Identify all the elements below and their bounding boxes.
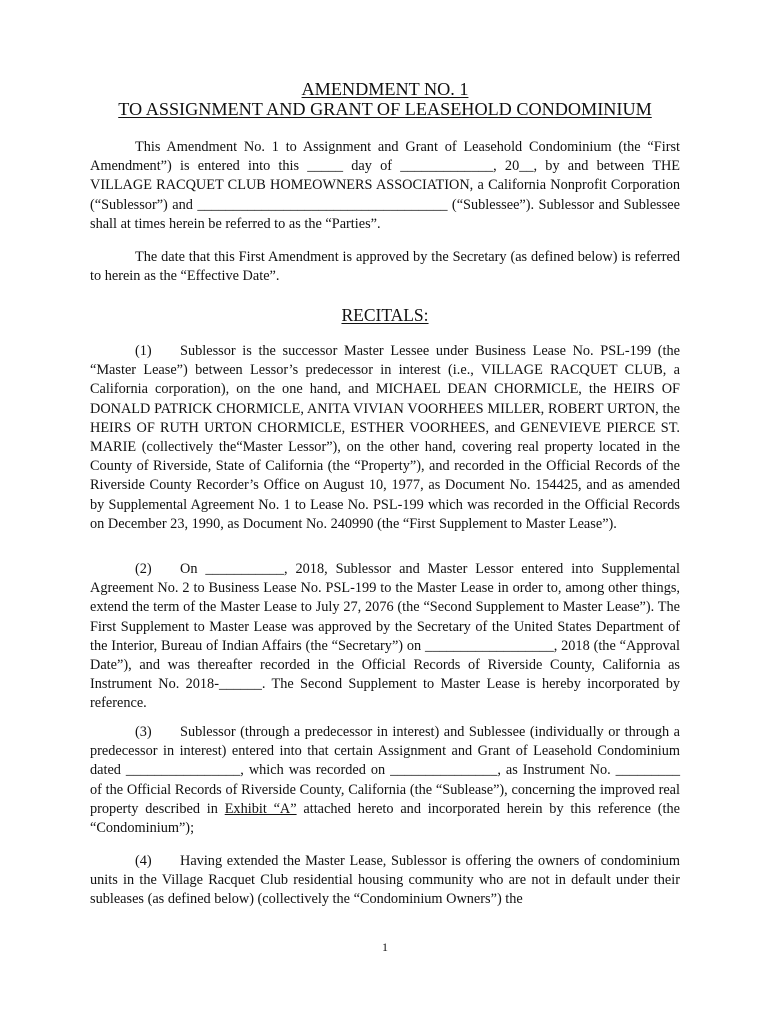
- recital-2-text-4: . The Second Supplement to Master Lease is hereby incorporated by reference.: [90, 676, 680, 712]
- document-title-line1: AMENDMENT NO. 1: [301, 79, 469, 99]
- month-blank: _____________: [400, 158, 494, 175]
- intro-paragraph: [90, 138, 680, 234]
- recitals-heading: RECITALS:: [341, 305, 429, 325]
- effective-date-paragraph: The date that this First Amendment is approved by the Secretary (as defined below) is referred to herein as the “Effective Date”.: [90, 249, 680, 285]
- day-blank: _____: [307, 158, 344, 175]
- recital-3-text-5: attached hereto and incorporated herein by this reference (the “Condominium”);: [90, 800, 680, 837]
- recital-2-text-1: On: [180, 561, 206, 577]
- recital-2-text-3: , 2018 (the “Approval Date”), and was thereafter recorded in the Official Records of Riverside County, California as Instrument No. 2018-: [90, 637, 680, 693]
- recital-2-text-2: , 2018, Sublessor and Master Lessor entered into Supplemental Agreement No. 2 to Business Lease No. PSL-199 to the Master Lease in order to, among other things, extend the term of the Master Lease to July 27, 2076 (the “Second Supplement to Master Lease”). The First Supplement to Master Lease was approved by the Secretary of the United States Department of the Interior, Bureau of Indian Affairs (the “Secretary”) on: [90, 561, 680, 654]
- recital-1-number: (1): [135, 343, 152, 359]
- recital-1: [90, 342, 680, 534]
- instrument-number-blank: ______: [218, 676, 262, 693]
- recital-4: [90, 852, 680, 910]
- recital-3-number: (3): [135, 724, 152, 740]
- recital-4-text: Having extended the Master Lease, Sublessor is offering the owners of condominium units in the Village Racquet Club residential housing community who are not in default under their subleases (as defined below) (collectively the “Condominium Owners”) the: [90, 853, 680, 908]
- exhibit-a-reference: Exhibit “A”: [224, 800, 297, 817]
- sublessee-blank: ___________________________________: [197, 196, 448, 213]
- recital-4-number: (4): [135, 853, 152, 869]
- document-title-line2: TO ASSIGNMENT AND GRANT OF LEASEHOLD CONDOMINIUM: [118, 99, 652, 119]
- recital-2: [90, 560, 680, 714]
- recital-3-text-2: , which was recorded on: [240, 762, 391, 779]
- intro-text-3: , 20__, by and between THE VILLAGE RACQUET CLUB HOMEOWNERS ASSOCIATION, a California Nonprofit Corporation (“Sublessor”) and: [90, 158, 681, 213]
- approval-date-blank: __________________: [425, 637, 554, 654]
- page-number: 1: [382, 940, 388, 954]
- condominium-dated-blank: ________________: [125, 762, 241, 779]
- recorded-date-blank: _______________: [390, 762, 498, 779]
- recital-3-text-3: , as Instrument No.: [497, 762, 616, 779]
- intro-text-2: day of: [343, 158, 401, 175]
- intro-text-4: (“Sublessee”). Sublessor and Sublessee shall at times herein be referred to as the “Parties”.: [90, 196, 681, 232]
- recital-3-text-1: Sublessor (through a predecessor in interest) and Sublessee (individually or through a predecessor in interest) entered into that certain Assignment and Grant of Leasehold Condominium dated: [90, 724, 680, 779]
- recital-2-number: (2): [135, 561, 152, 577]
- recital-3: [90, 723, 680, 838]
- intro-text-1: This Amendment No. 1 to Assignment and Grant of Leasehold Condominium (the “First Amendment”) is entered into this: [90, 139, 680, 175]
- supplement-date-blank: ___________: [205, 561, 285, 577]
- recital-3-text-4: of the Official Records of Riverside County, California (the “Sublease”), concerning the improved real property described in: [90, 781, 680, 817]
- sublease-instrument-blank: _________: [615, 762, 680, 779]
- recital-1-text: Sublessor is the successor Master Lessee under Business Lease No. PSL-199 (the “Master Lease”) between Lessor’s predecessor in interest (i.e., VILLAGE RACQUET CLUB, a California corporation), on the one hand, and MICHAEL DEAN CHORMICLE, the HEIRS OF DONALD PATRICK CHORMICLE, ANITA VIVIAN VOORHEES MILLER, ROBERT URTON, the HEIRS OF RUTH URTON CHORMICLE, ESTHER VOORHEES, and GENEVIEVE PIERCE ST. MARIE (collectively the“Master Lessor”), on the other hand, covering real property located in the County of Riverside, State of California (the “Property”), and recorded in the Official Records of the Riverside County Recorder’s Office on August 10, 1977, as Document No. 154425, and as amended by Supplemental Agreement No. 1 to Lease No. PSL-199 which was recorded in the Official Records on December 23, 1990, as Document No. 240990 (the “First Supplement to Master Lease”).: [90, 343, 680, 532]
